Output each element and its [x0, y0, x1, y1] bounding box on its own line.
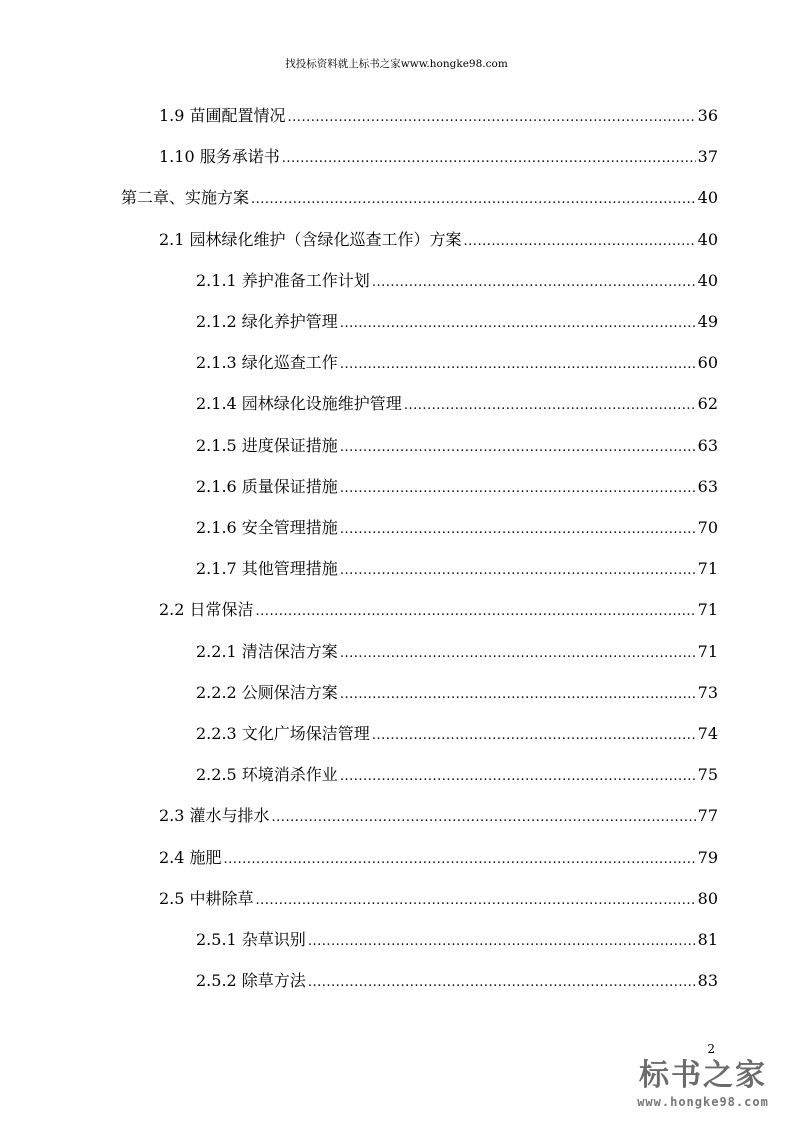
toc-entry[interactable] — [159, 805, 718, 827]
toc-entry-label: 2.1.7 其他管理措施 — [196, 559, 338, 579]
toc-entry-label: 2.2.3 文化广场保洁管理 — [196, 724, 370, 743]
toc-entry-page: 77 — [697, 806, 718, 826]
logo-title: 标书之家 — [639, 1058, 767, 1093]
toc-leader-dots — [372, 725, 696, 747]
toc-entry-page: 71 — [697, 559, 718, 579]
toc-entry[interactable] — [159, 847, 718, 869]
toc-entry-label: 1.10 服务承诺书 — [159, 147, 280, 167]
toc-entry-page: 70 — [697, 518, 718, 537]
toc-entry-page: 71 — [697, 641, 718, 661]
toc-entry[interactable] — [196, 311, 718, 333]
toc-entry-page: 40 — [697, 270, 718, 290]
toc-entry-label: 2.1.5 进度保证措施 — [196, 435, 338, 455]
toc-leader-dots — [288, 107, 696, 129]
toc-entry[interactable] — [196, 435, 718, 457]
toc-leader-dots — [308, 972, 696, 994]
toc-entry[interactable] — [196, 476, 718, 498]
toc-leader-dots — [340, 766, 696, 788]
toc-leader-dots — [340, 684, 696, 706]
toc-entry-page: 81 — [697, 930, 718, 949]
toc-entry-page: 83 — [697, 971, 718, 991]
toc-entry-label: 2.5.1 杂草识别 — [196, 930, 306, 949]
toc-leader-dots — [340, 519, 696, 541]
toc-entry-label: 2.1.1 养护准备工作计划 — [196, 270, 370, 290]
toc-entry-label: 2.1.2 绿化养护管理 — [196, 312, 338, 331]
toc-entry[interactable] — [196, 393, 718, 415]
toc-leader-dots — [340, 437, 696, 459]
toc-leader-dots — [340, 560, 696, 582]
toc-entry-page: 40 — [697, 188, 718, 208]
toc-leader-dots — [251, 189, 696, 211]
toc-entry-label: 2.5 中耕除草 — [159, 888, 254, 908]
toc-entry-page: 49 — [697, 312, 718, 331]
toc-entry-label: 第二章、实施方案 — [121, 188, 250, 208]
toc-entry-page: 74 — [697, 724, 718, 743]
toc-leader-dots — [340, 643, 696, 665]
toc-leader-dots — [340, 354, 696, 376]
logo-url: www.hongke98.com — [637, 1095, 769, 1109]
toc-entry-label: 2.1.6 安全管理措施 — [196, 518, 338, 537]
toc-entry-label: 2.2.2 公厕保洁方案 — [196, 682, 338, 702]
toc-leader-dots — [372, 272, 696, 294]
toc-entry-label: 2.2 日常保洁 — [159, 600, 254, 620]
toc-entry-label: 1.9 苗圃配置情况 — [159, 106, 286, 125]
toc-entry-page: 36 — [697, 106, 718, 125]
toc-leader-dots — [282, 148, 696, 170]
toc-entry[interactable] — [196, 723, 718, 745]
toc-entry-label: 2.1.4 园林绿化设施维护管理 — [196, 394, 402, 414]
toc-entry-label: 2.3 灌水与排水 — [159, 806, 270, 826]
toc-entry-label: 2.1.6 质量保证措施 — [196, 476, 338, 496]
toc-entry-page: 63 — [697, 435, 718, 455]
toc-entry-page: 71 — [697, 600, 718, 620]
toc-entry[interactable] — [196, 929, 718, 951]
toc-entry[interactable] — [196, 641, 718, 663]
toc-leader-dots — [308, 931, 696, 953]
toc-entry[interactable] — [159, 105, 718, 127]
toc-entry-label: 2.2.1 清洁保洁方案 — [196, 641, 338, 661]
toc-entry-page: 40 — [697, 229, 718, 249]
toc-entry[interactable] — [196, 517, 718, 539]
toc-entry-label: 2.1.3 绿化巡查工作 — [196, 353, 338, 373]
toc-entry-page: 63 — [697, 476, 718, 496]
page-number: 2 — [707, 1042, 715, 1056]
toc-leader-dots — [340, 478, 696, 500]
toc-leader-dots — [256, 890, 696, 912]
toc-leader-dots — [340, 313, 696, 335]
toc-entry[interactable] — [159, 146, 718, 168]
toc-entry[interactable] — [196, 970, 718, 992]
page-header: 找投标资料就上标书之家www.hongke98.com — [285, 58, 508, 70]
toc-leader-dots — [404, 395, 696, 417]
toc-entry-page: 60 — [697, 353, 718, 373]
toc-entry[interactable] — [196, 270, 718, 292]
logo — [623, 1058, 783, 1116]
toc-entry-page: 37 — [697, 147, 718, 167]
toc-entry[interactable] — [196, 352, 718, 374]
toc-leader-dots — [464, 231, 696, 253]
toc-entry-label: 2.1 园林绿化维护（含绿化巡查工作）方案 — [159, 229, 462, 249]
toc-entry[interactable] — [196, 764, 718, 786]
toc-entry-page: 62 — [697, 394, 718, 414]
toc-entry-page: 79 — [697, 847, 718, 867]
toc-entry-page: 73 — [697, 682, 718, 702]
toc-entry[interactable] — [121, 187, 718, 209]
toc-entry-label: 2.2.5 环境消杀作业 — [196, 765, 338, 785]
toc-leader-dots — [224, 849, 696, 871]
toc-entry[interactable] — [196, 682, 718, 704]
toc-entry[interactable] — [159, 599, 718, 621]
toc-leader-dots — [256, 601, 696, 623]
toc-entry-page: 80 — [697, 888, 718, 908]
toc-entry[interactable] — [159, 888, 718, 910]
toc-entry[interactable] — [196, 558, 718, 580]
toc-entry[interactable] — [159, 229, 718, 251]
toc-entry-label: 2.4 施肥 — [159, 847, 222, 867]
toc-leader-dots — [272, 807, 696, 829]
toc-entry-label: 2.5.2 除草方法 — [196, 971, 306, 991]
toc-entry-page: 75 — [697, 765, 718, 785]
